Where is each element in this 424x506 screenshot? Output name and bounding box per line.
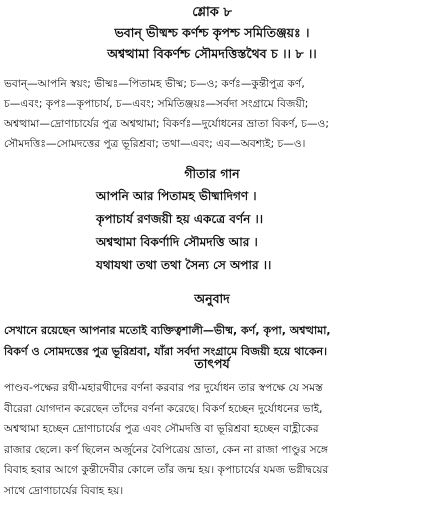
word-meanings: ভবান্—আপনি স্বয়ং; ভীষ্মঃ—পিতামহ ভীষ্ম; চ—ও; কর্ণঃ—কুন্তীপুত্র কর্ণ, চ—এবং; কৃপঃ—কৃপাচার্য, চ—এবং; সমিতিঞ্জয়ঃ—সর্বদা সংগ্রামে বিজয়ী; অশ্বত্থামা—দ্রোণাচার্যের পুত্র অশ্বত্থামা; বিকর্ণঃ—দুর্যোধনের ভ্রাতা বিকর্ণ, চ—ও; সৌমদত্তিঃ—সোমদত্তের পুত্র ভূরিশ্রবা; তথা—এবং; এব—অবশ্যই; চ—ও। bbox=[4, 78, 329, 150]
verse-line-1: ভবান্ ভীষ্মশ্চ কর্ণশ্চ কৃপশ্চ সমিতিঞ্জয়ঃ । bbox=[114, 25, 310, 40]
purport-text: পাণ্ডব-পক্ষের রথী-মহারথীদের বর্ণনা করবার পর দুর্যোধন তার স্বপক্ষে যে সমস্ত বীরেরা যোগদান করেছেন তাঁদের বর্ণনা করেছে। বিকর্ণ হচ্ছেন দুর্যোধনের ভাই, অশ্বত্থামা হচ্ছেন দ্রোণাচার্যের পুত্র এবং সৌমদত্তি বা ভূরিশ্রবা হচ্ছেন বাহ্লীকের রাজার ছেলে। কর্ণ ছিলেন অর্জুনের বৈপিত্রেয় ভ্রাতা, কেন না রাজা পাণ্ডুর সঙ্গে বিবাহ হবার আগে কুন্তীদেবীর কোলে তাঁর জন্ম হয়। কৃপাচার্যের যমজ ভগ্নীদ্বয়ের সাথে দ্রোণাচার্যের বিবাহ হয়। bbox=[4, 382, 329, 497]
translation-title: অনুবাদ bbox=[194, 291, 230, 306]
verse-line-2: অশ্বত্থামা বিকর্ণশ্চ সৌমদত্তিস্তথৈব চ ।। ৮ ।। bbox=[107, 46, 317, 61]
song-line-1: আপনি আর পিতামহ ভীষ্মাদিগণ । bbox=[96, 189, 257, 203]
song-line-2: কৃপাচার্য রণজয়ী হয় একত্রে বর্ণন ।। bbox=[96, 212, 264, 226]
song-line-4: যথাযথা তথা তথা সৈন্য সে অপার ।। bbox=[96, 258, 272, 272]
verse-number: শ্লোক ৮ bbox=[192, 5, 232, 20]
song-line-3: অশ্বত্থামা বিকর্ণাদি সৌমদত্তি আর । bbox=[96, 235, 258, 249]
translation-text: সেখানে রয়েছেন আপনার মতোই ব্যক্তিত্বশালী—ভীষ্ম, কর্ণ, কৃপা, অশ্বত্থামা, বিকর্ণ ও সোমদত্তের পুত্র ভূরিশ্রবা, যাঁরা সর্বদা সংগ্রামে বিজয়ী হয়ে থাকেন। bbox=[4, 324, 331, 358]
song-title: গীতার গান bbox=[184, 166, 240, 181]
purport-title: তাৎপর্য bbox=[194, 356, 230, 371]
